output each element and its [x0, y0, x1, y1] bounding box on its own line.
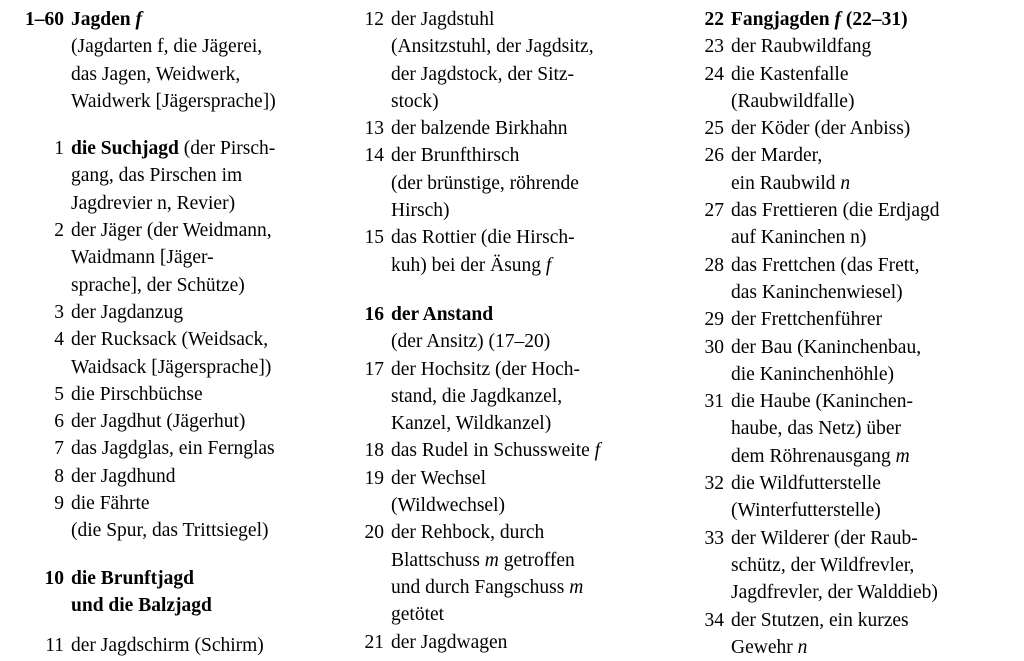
entry-line: der Jagdstock, der Sitz- — [391, 63, 575, 85]
glossary-entry — [6, 6, 344, 33]
entry-line: haube, das Netz) über — [731, 418, 902, 440]
entry-line: die Pirschbüchse — [71, 383, 203, 405]
entry-line: das Jagdglas, ein Fernglas — [71, 438, 275, 460]
glossary-entry — [690, 33, 1016, 60]
entry-line: Waidsack [Jägersprache]) — [71, 356, 272, 378]
entry-line: Gewehr n — [731, 636, 808, 658]
entry-text — [391, 328, 684, 355]
entry-text — [391, 629, 684, 656]
entry-text — [391, 115, 684, 142]
entry-line: die Kastenfalle — [731, 63, 849, 85]
entry-number: 30 — [704, 336, 724, 358]
entry-number: 25 — [704, 118, 724, 140]
entry-line: auf Kaninchen n) — [731, 227, 867, 249]
entry-text — [71, 217, 344, 299]
entry-text — [731, 197, 1016, 252]
entry-line: der balzende Birkhahn — [391, 118, 568, 140]
gender-marker: m — [569, 576, 584, 598]
glossary-entry — [690, 6, 1016, 33]
entry-number: 6 — [54, 411, 64, 433]
gender-marker: m — [484, 549, 499, 571]
entry-number: 18 — [364, 440, 384, 462]
entry-headword: die Suchjagd — [71, 138, 179, 160]
entry-number: 27 — [704, 200, 724, 222]
entry-line: dem Röhrenausgang m — [731, 445, 910, 467]
glossary-entry — [6, 408, 344, 435]
glossary-entry — [350, 356, 684, 438]
entry-line: Jagdfrevler, der Walddieb) — [731, 582, 938, 604]
column-3 — [690, 6, 1016, 661]
entry-text — [71, 435, 344, 462]
entry-number: 13 — [364, 118, 384, 140]
entry-text — [71, 381, 344, 408]
entry-line: (Raubwildfalle) — [731, 90, 855, 112]
entry-text — [71, 490, 344, 545]
entry-line: der Rehbock, durch — [391, 522, 545, 544]
entry-line: die Fährte — [71, 493, 150, 515]
entry-line: der Jagdanzug — [71, 301, 184, 323]
entry-text — [391, 519, 684, 628]
entry-text — [731, 388, 1016, 470]
glossary-entry — [350, 629, 684, 656]
entry-line: das Rudel in Schussweite f — [391, 440, 601, 462]
entry-line: das Frettchen (das Frett, — [731, 254, 920, 276]
entry-line: die Haube (Kaninchen- — [731, 391, 913, 413]
entry-text — [731, 61, 1016, 116]
glossary-entry — [6, 435, 344, 462]
glossary-entry — [6, 217, 344, 299]
gender-marker: f — [834, 9, 841, 30]
entry-line: (die Spur, das Trittsiegel) — [71, 520, 269, 542]
entry-line: getötet — [391, 604, 445, 626]
entry-number: 21 — [364, 631, 384, 653]
entry-text — [71, 6, 344, 33]
entry-number: 32 — [704, 473, 724, 495]
entry-line: gang, das Pirschen im — [71, 165, 243, 187]
entry-line: Hirsch) — [391, 200, 450, 222]
entry-text — [731, 142, 1016, 197]
entry-number: 11 — [45, 635, 64, 657]
entry-line: der Jagdstuhl — [391, 9, 495, 30]
entry-line: und durch Fangschuss m — [391, 576, 584, 598]
entry-line: schütz, der Wildfrevler, — [731, 554, 915, 576]
entry-line: (Ansitzstuhl, der Jagdsitz, — [391, 36, 594, 58]
entry-line: stock) — [391, 90, 439, 112]
entry-number: 34 — [704, 609, 724, 631]
entry-number: 28 — [704, 254, 724, 276]
gender-marker: f — [594, 440, 601, 462]
glossary-entry — [350, 437, 684, 464]
entry-line: der Jagdwagen — [391, 631, 508, 653]
entry-text — [71, 326, 344, 381]
entry-number: 1 — [54, 138, 64, 160]
entry-text — [731, 334, 1016, 389]
glossary-entry — [6, 381, 344, 408]
entry-text — [71, 565, 344, 620]
glossary-entry — [690, 115, 1016, 142]
entry-line: ein Raubwild n — [731, 172, 851, 194]
entry-text — [391, 6, 684, 115]
entry-number: 8 — [54, 465, 64, 487]
entry-number: 12 — [364, 9, 384, 30]
entry-text — [731, 115, 1016, 142]
entry-line: der Jagdschirm (Schirm) — [71, 635, 264, 657]
entry-line: das Jagen, Weidwerk, — [71, 63, 241, 85]
glossary-entry — [690, 142, 1016, 197]
entry-number: 10 — [44, 567, 64, 589]
entry-text — [391, 301, 684, 328]
entry-text — [731, 306, 1016, 333]
glossary-entry — [350, 224, 684, 279]
entry-line: kuh) bei der Äsung f — [391, 254, 552, 276]
glossary-entry — [690, 306, 1016, 333]
entry-line: Kanzel, Wildkanzel) — [391, 413, 552, 435]
glossary-entry — [350, 115, 684, 142]
entry-number: 26 — [704, 145, 724, 167]
entry-line: der Wilderer (der Raub- — [731, 527, 918, 549]
entry-line: der Wechsel — [391, 467, 487, 489]
entry-number: 24 — [704, 63, 724, 85]
entry-number: 19 — [364, 467, 384, 489]
entry-line: der Bau (Kaninchenbau, — [731, 336, 922, 358]
glossary-entry — [690, 197, 1016, 252]
glossary-entry — [690, 607, 1016, 661]
glossary-entry — [690, 525, 1016, 607]
entry-number: 7 — [54, 438, 64, 460]
entry-number: 17 — [364, 358, 384, 380]
entry-line: die Suchjagd (der Pirsch- — [71, 138, 276, 160]
gender-marker: f — [135, 9, 142, 30]
entry-line: der Raubwildfang — [731, 36, 872, 58]
glossary-entry — [6, 632, 344, 659]
entry-line: Waidwerk [Jägersprache]) — [71, 90, 276, 112]
entry-number: 2 — [54, 220, 64, 242]
entry-line: die Kaninchenhöhle) — [731, 363, 894, 385]
entry-line: der Jäger (der Weidmann, — [71, 220, 272, 242]
entry-line: der Rucksack (Weidsack, — [71, 329, 269, 351]
entry-text — [71, 463, 344, 490]
entry-line: Jagdrevier n, Revier) — [71, 192, 236, 214]
entry-line: (Winterfutterstelle) — [731, 500, 881, 522]
entry-number: 33 — [704, 527, 724, 549]
entry-number: 29 — [704, 309, 724, 331]
entry-line: das Kaninchenwiesel) — [731, 281, 903, 303]
column-1 — [6, 6, 350, 661]
glossary-entry — [6, 463, 344, 490]
entry-number: 3 — [54, 301, 64, 323]
entry-text — [71, 135, 344, 217]
gender-marker: n — [840, 172, 851, 194]
entry-spacer — [6, 619, 344, 632]
entry-line: der Jagdhut (Jägerhut) — [71, 411, 246, 433]
entry-number: 1–60 — [25, 9, 64, 30]
entry-line: der Marder, — [731, 145, 823, 167]
entry-line: das Rottier (die Hirsch- — [391, 227, 575, 249]
glossary-entry — [350, 142, 684, 224]
entry-text — [71, 33, 344, 115]
glossary-entry — [690, 252, 1016, 307]
entry-line: der Jagdhund — [71, 465, 176, 487]
entry-spacer — [6, 545, 344, 565]
entry-text — [731, 6, 1016, 33]
glossary-entry — [690, 61, 1016, 116]
entry-line: Fangjagden f (22–31) — [731, 9, 908, 30]
glossary-entry — [6, 33, 344, 115]
entry-line: der Hochsitz (der Hoch- — [391, 358, 580, 380]
entry-line: sprache], der Schütze) — [71, 274, 245, 296]
entry-text — [391, 224, 684, 279]
glossary-entry — [690, 470, 1016, 525]
glossary-entry — [6, 135, 344, 217]
entry-number: 4 — [54, 329, 64, 351]
glossary-entry — [350, 519, 684, 628]
glossary-entry — [350, 465, 684, 520]
entry-text — [71, 408, 344, 435]
entry-line: Jagden f — [71, 9, 142, 30]
entry-line: der Brunfthirsch — [391, 145, 520, 167]
entry-text — [391, 356, 684, 438]
entry-line: Waidmann [Jäger- — [71, 247, 214, 269]
entry-text — [391, 437, 684, 464]
entry-line: die Wildfutterstelle — [731, 473, 881, 495]
entry-line: die Brunftjagd — [71, 567, 194, 589]
gender-marker: n — [797, 636, 808, 658]
entry-number: 22 — [704, 9, 724, 30]
glossary-entry — [350, 301, 684, 328]
entry-number: 5 — [54, 383, 64, 405]
entry-line: und die Balzjagd — [71, 594, 212, 616]
entry-number: 23 — [704, 36, 724, 58]
entry-number: 14 — [364, 145, 384, 167]
glossary-entry — [6, 326, 344, 381]
entry-text — [731, 470, 1016, 525]
entry-text — [391, 142, 684, 224]
entry-line: (Jagdarten f, die Jägerei, — [71, 36, 263, 58]
entry-spacer — [350, 279, 684, 301]
entry-line: der Stutzen, ein kurzes — [731, 609, 909, 631]
glossary-entry — [6, 565, 344, 620]
glossary-entry — [6, 299, 344, 326]
entry-line: (der Ansitz) (17–20) — [391, 331, 551, 353]
glossary-entry — [690, 388, 1016, 470]
glossary-entry — [690, 334, 1016, 389]
entry-text — [71, 632, 344, 659]
entry-number: 9 — [54, 493, 64, 515]
entry-line: der Köder (der Anbiss) — [731, 118, 911, 140]
entry-spacer — [6, 115, 344, 135]
entry-line: der Anstand — [391, 303, 494, 325]
entry-line: das Frettieren (die Erdjagd — [731, 200, 940, 222]
glossary-entry — [350, 328, 684, 355]
entry-text — [731, 33, 1016, 60]
entry-text — [391, 465, 684, 520]
glossary-entry — [350, 6, 684, 115]
entry-text — [731, 252, 1016, 307]
entry-number: 31 — [704, 391, 724, 413]
entry-text — [731, 525, 1016, 607]
entry-number: 15 — [364, 227, 384, 249]
glossary-entry — [6, 490, 344, 545]
gender-marker: m — [895, 445, 910, 467]
entry-number: 20 — [364, 522, 384, 544]
entry-line: Blattschuss m getroffen — [391, 549, 575, 571]
entry-line: (Wildwechsel) — [391, 495, 506, 517]
gender-marker: f — [545, 254, 552, 276]
column-2 — [350, 6, 690, 661]
entry-text — [71, 299, 344, 326]
entry-number: 16 — [364, 303, 384, 325]
entry-line: stand, die Jagdkanzel, — [391, 385, 563, 407]
entry-line: der Frettchenführer — [731, 309, 883, 331]
entry-text — [731, 607, 1016, 661]
entry-line: (der brünstige, röhrende — [391, 172, 579, 194]
